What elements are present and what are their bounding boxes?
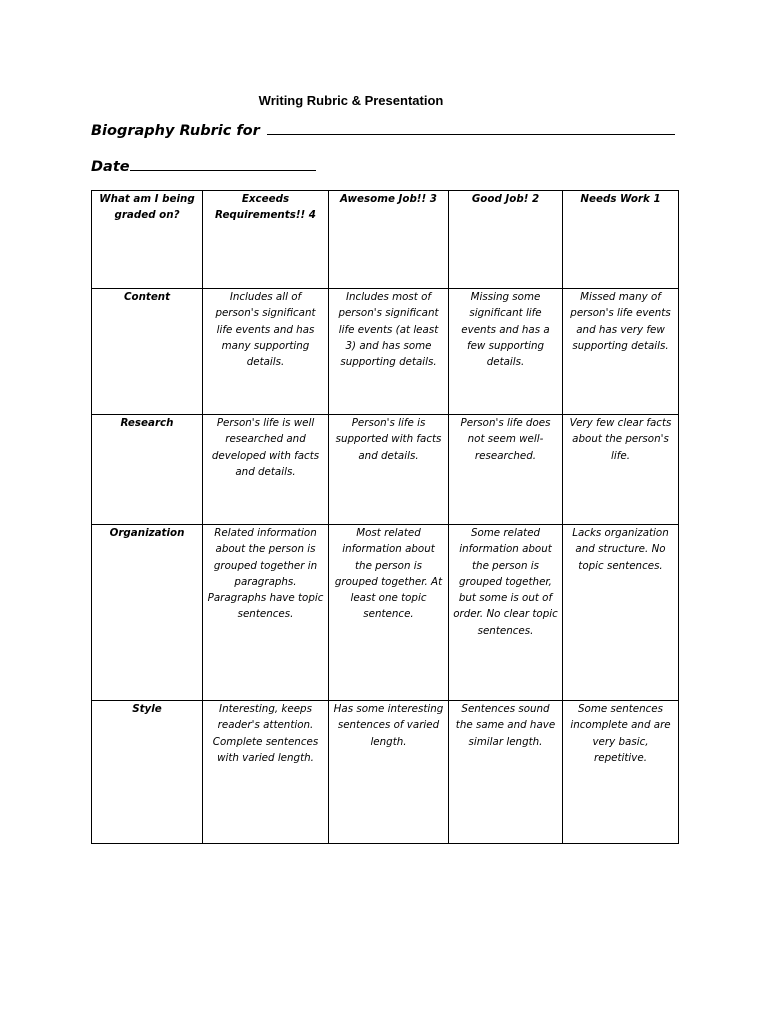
header-good: Good Job! 2 bbox=[449, 191, 563, 289]
rubric-cell: Includes most of person's significant life events (at least 3) and has some supporting details. bbox=[329, 289, 449, 415]
rubric-cell: Lacks organization and structure. No topic sentences. bbox=[563, 525, 679, 701]
date-line bbox=[91, 158, 316, 175]
rubric-cell: Missed many of person's life events and has very few supporting details. bbox=[563, 289, 679, 415]
rubric-row-research bbox=[92, 415, 679, 525]
row-category: Style bbox=[92, 701, 203, 844]
rubric-cell: Person's life does not seem well-researched. bbox=[449, 415, 563, 525]
header-needs-work: Needs Work 1 bbox=[563, 191, 679, 289]
rubric-cell: Person's life is well researched and developed with facts and details. bbox=[203, 415, 329, 525]
biography-title-line bbox=[91, 122, 675, 139]
biography-title-label: Biography Rubric for bbox=[91, 123, 260, 139]
rubric-row-organization bbox=[92, 525, 679, 701]
rubric-cell: Most related information about the person is grouped together. At least one topic sentence. bbox=[329, 525, 449, 701]
header-exceeds: Exceeds Requirements!! 4 bbox=[203, 191, 329, 289]
row-category: Research bbox=[92, 415, 203, 525]
row-category: Content bbox=[92, 289, 203, 415]
name-blank-field[interactable] bbox=[267, 122, 675, 135]
header-awesome: Awesome Job!! 3 bbox=[329, 191, 449, 289]
rubric-row-content bbox=[92, 289, 679, 415]
row-category: Organization bbox=[92, 525, 203, 701]
rubric-cell: Some related information about the person is grouped together, but some is out of order. No clear topic sentences. bbox=[449, 525, 563, 701]
date-blank-field[interactable] bbox=[130, 158, 316, 171]
rubric-cell: Very few clear facts about the person's life. bbox=[563, 415, 679, 525]
rubric-row-style bbox=[92, 701, 679, 844]
page-heading: Writing Rubric & Presentation bbox=[258, 93, 444, 108]
rubric-cell: Interesting, keeps reader's attention. Complete sentences with varied length. bbox=[203, 701, 329, 844]
rubric-cell: Has some interesting sentences of varied length. bbox=[329, 701, 449, 844]
rubric-table bbox=[91, 190, 679, 844]
rubric-header-row bbox=[92, 191, 679, 289]
rubric-cell: Includes all of person's significant life events and has many supporting details. bbox=[203, 289, 329, 415]
rubric-cell: Related information about the person is grouped together in paragraphs. Paragraphs have topic sentences. bbox=[203, 525, 329, 701]
header-criteria: What am I being graded on? bbox=[92, 191, 203, 289]
rubric-cell: Person's life is supported with facts and details. bbox=[329, 415, 449, 525]
date-label: Date bbox=[91, 159, 130, 175]
rubric-cell: Some sentences incomplete and are very basic, repetitive. bbox=[563, 701, 679, 844]
rubric-cell: Sentences sound the same and have similar length. bbox=[449, 701, 563, 844]
rubric-cell: Missing some significant life events and has a few supporting details. bbox=[449, 289, 563, 415]
